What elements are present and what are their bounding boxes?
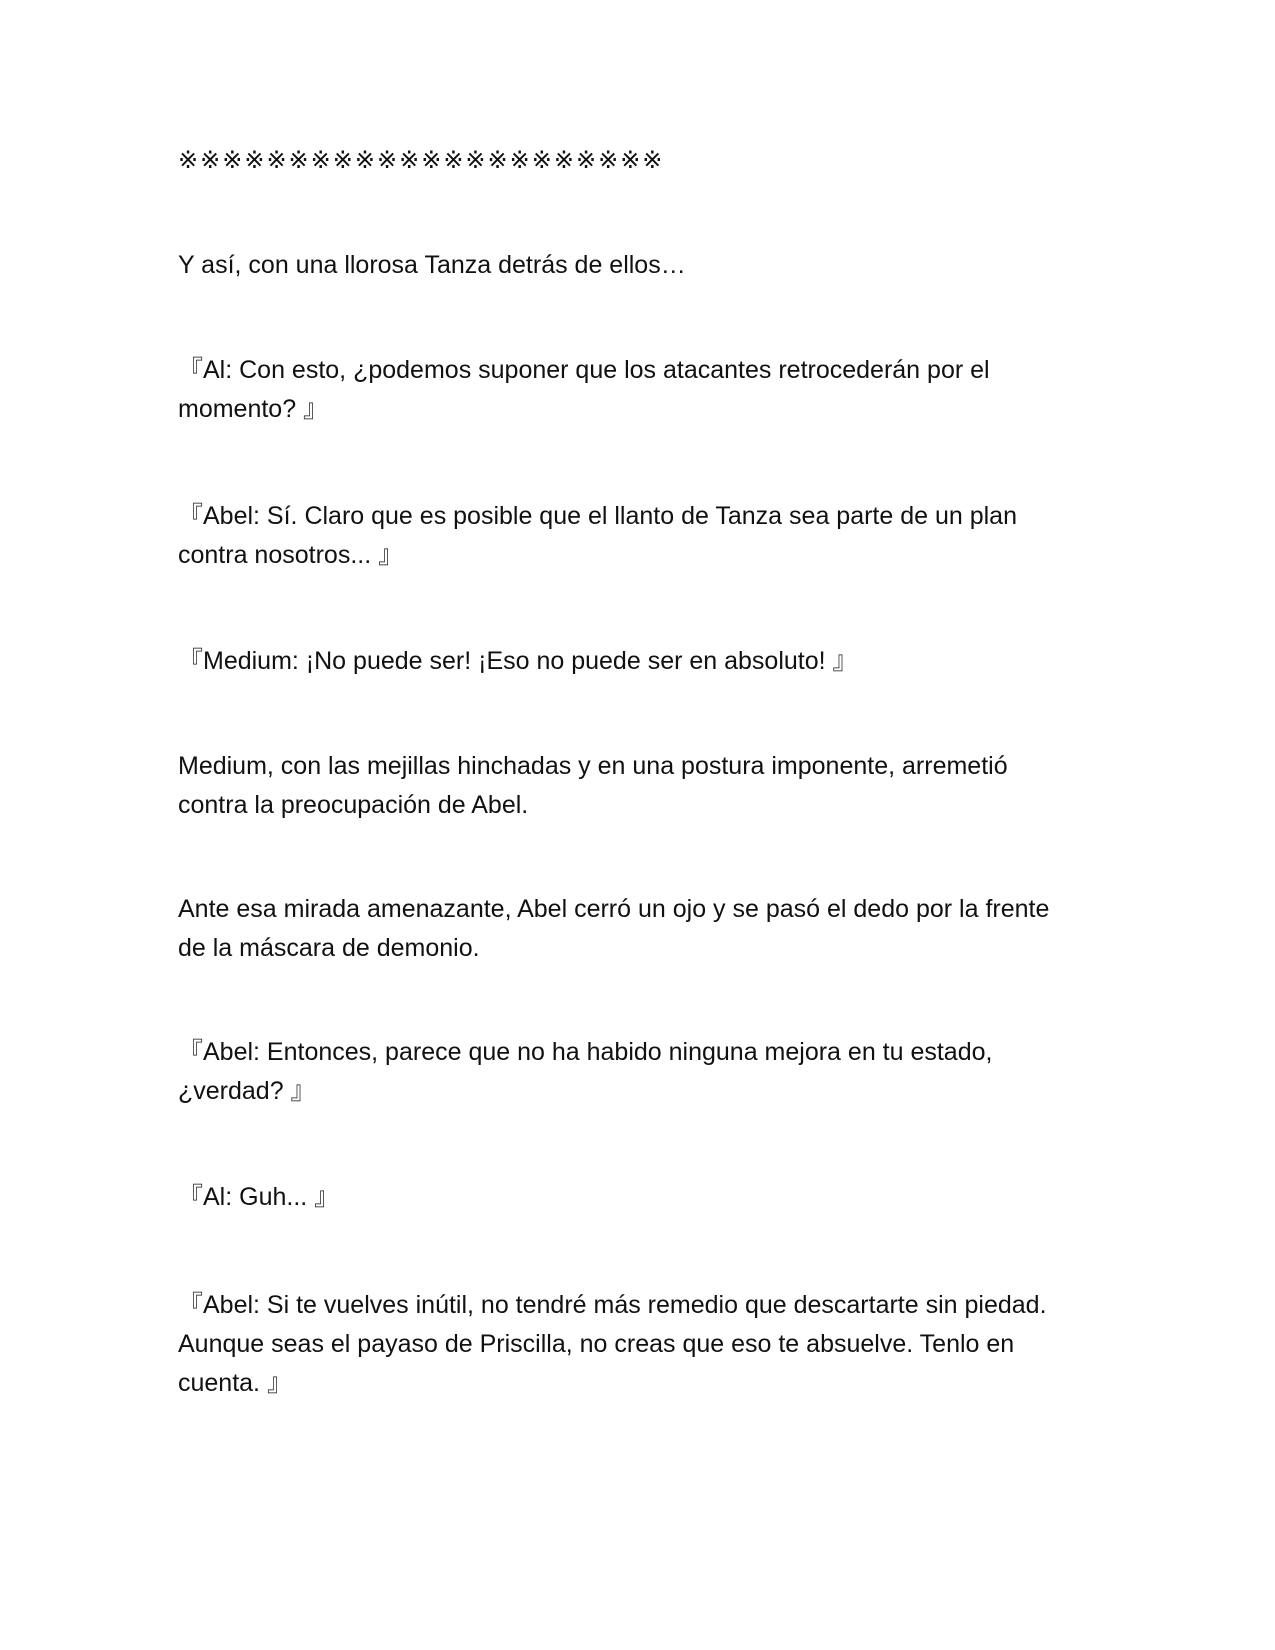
narration-paragraph: Ante esa mirada amenazante, Abel cerró un ojo y se pasó el dedo por la frente de la máscara de demonio.	[178, 895, 1050, 962]
dialogue-paragraph: 『Abel: Entonces, parece que no ha habido ninguna mejora en tu estado, ¿verdad? 』	[178, 1038, 993, 1105]
dialogue-paragraph: 『Al: Guh... 』	[178, 1183, 340, 1211]
dialogue-paragraph: 『Abel: Sí. Claro que es posible que el llanto de Tanza sea parte de un plan contra nosotros... 』	[178, 502, 1017, 569]
scene-separator: ※※※※※※※※※※※※※※※※※※※※※※	[178, 146, 665, 174]
narration-paragraph: Medium, con las mejillas hinchadas y en una postura imponente, arremetió contra la preocupación de Abel.	[178, 752, 1008, 819]
dialogue-paragraph: 『Abel: Si te vuelves inútil, no tendré más remedio que descartarte sin piedad. Aunque seas el payaso de Priscilla, no creas que eso te absuelve. Tenlo en cuenta. 』	[178, 1291, 1047, 1397]
dialogue-paragraph: 『Al: Con esto, ¿podemos suponer que los atacantes retrocederán por el momento? 』	[178, 356, 990, 423]
narration-paragraph: Y así, con una llorosa Tanza detrás de ellos…	[178, 251, 686, 279]
dialogue-paragraph: 『Medium: ¡No puede ser! ¡Eso no puede ser en absoluto! 』	[178, 647, 858, 675]
